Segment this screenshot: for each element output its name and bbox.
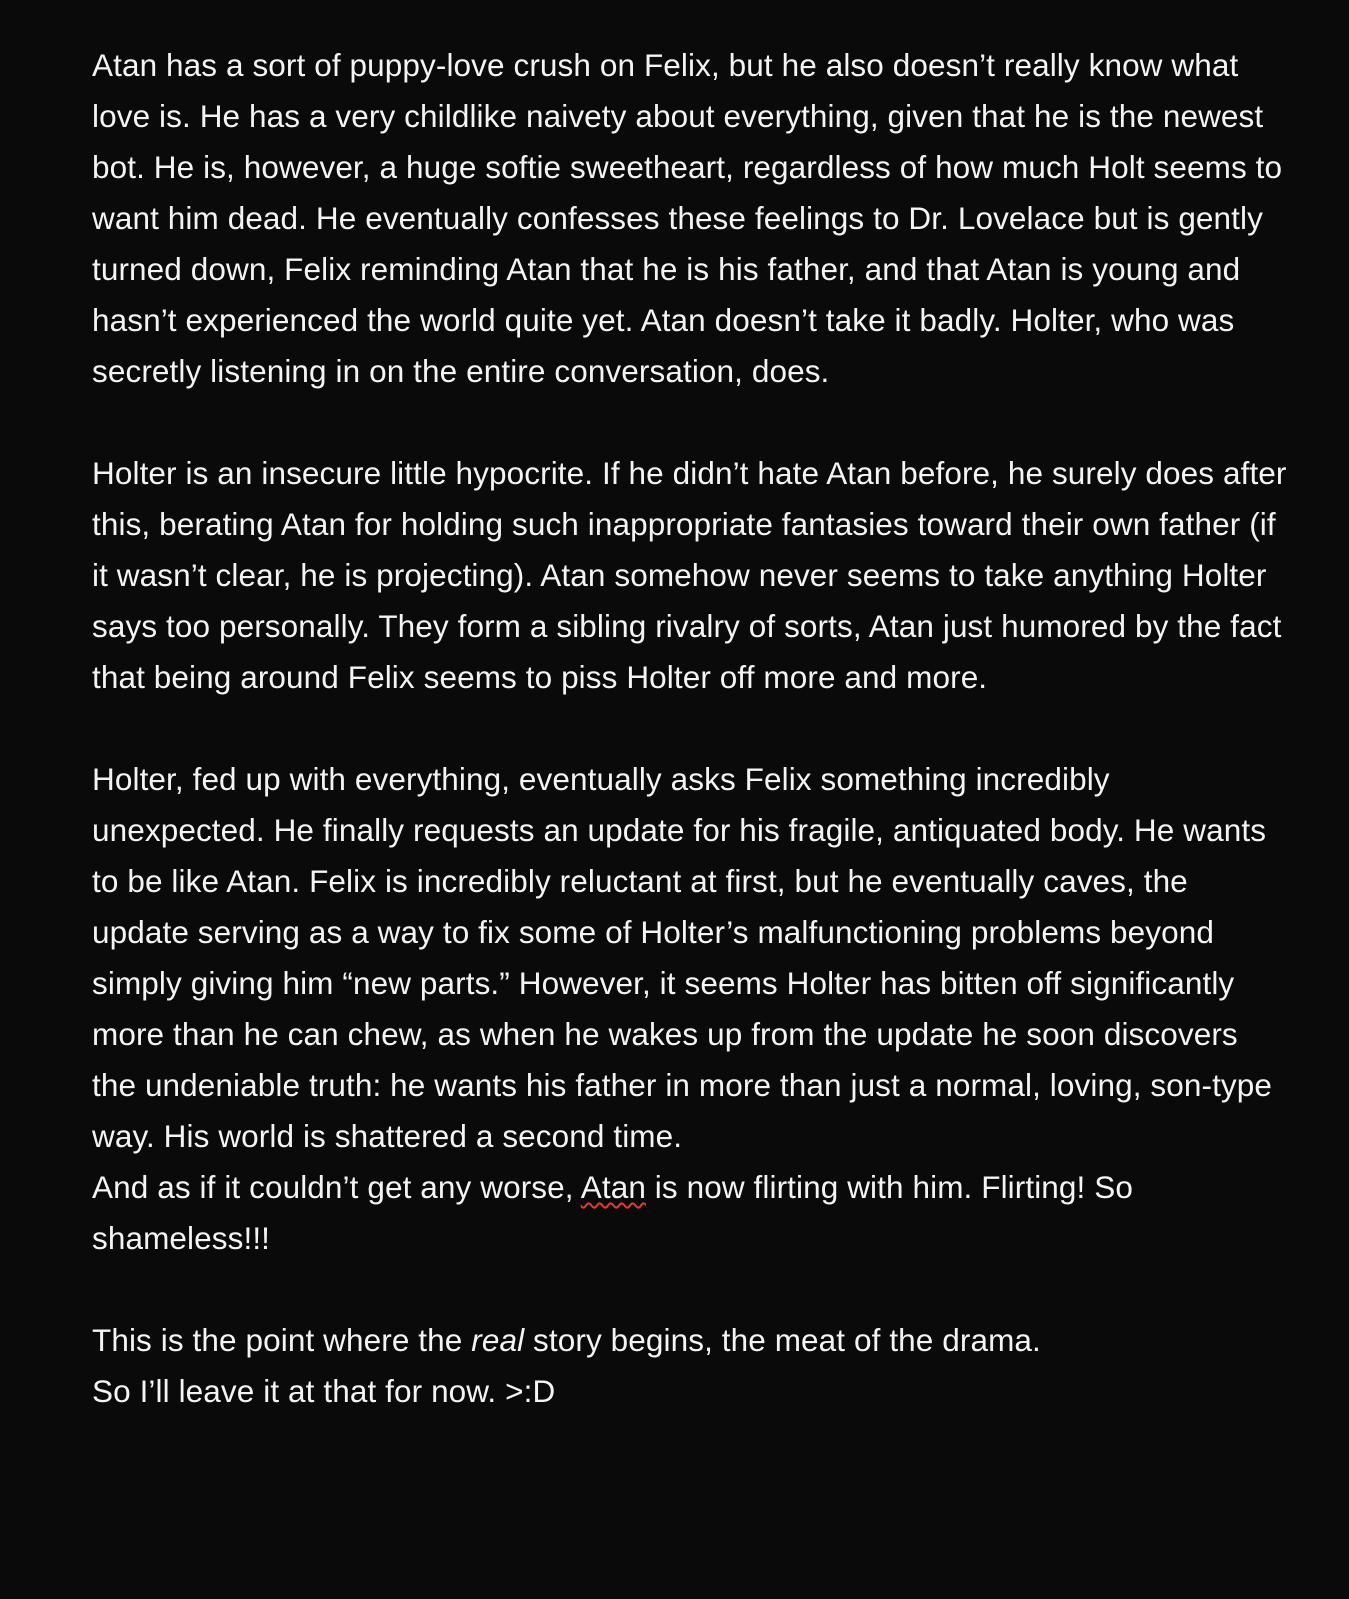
closing-line-two: So I’ll leave it at that for now. >:D — [92, 1373, 556, 1409]
paragraph-text: Holter, fed up with everything, eventually asks Felix something incredibly unexpected. He finally requests an update for his fragile, antiquated body. He wants to be like Atan. Felix is incredibly reluctant at first, but he eventually caves, the update serving as a way to fix some of Holter’s malfunctioning problems beyond simply giving him “new parts.” However, it seems Holter has bitten off significantly more than he can chew, as when he wakes up from the update he soon discovers the undeniable truth: he wants his father in more than just a normal, loving, son-type way. His world is shattered a second time. — [92, 761, 1273, 1154]
emphasized-word: real — [471, 1322, 525, 1358]
paragraph-atan-crush — [92, 40, 1289, 397]
flirting-suffix-text: is now flirting with him. Flirting! So shameless!!! — [92, 1169, 1133, 1256]
flirting-prefix-text: And as if it couldn’t get any worse, — [92, 1169, 581, 1205]
paragraph-holter-hypocrite — [92, 448, 1289, 703]
paragraph-text: Atan has a sort of puppy-love crush on Felix, but he also doesn’t really know what love is. He has a very childlike naivety about everything, given that he is the newest bot. He is, however, a huge softie sweetheart, regardless of how much Holt seems to want him dead. He eventually confesses these feelings to Dr. Lovelace but is gently turned down, Felix reminding Atan that he is his father, and that Atan is young and hasn’t experienced the world quite yet. Atan doesn’t take it badly. Holter, who was secretly listening in on the entire conversation, does. — [92, 47, 1283, 389]
paragraph-text: Holter is an insecure little hypocrite. If he didn’t hate Atan before, he surely does after this, berating Atan for holding such inappropriate fantasies toward their own father (if it wasn’t clear, he is projecting). Atan somehow never seems to take anything Holter says too personally. They form a sibling rivalry of sorts, Atan just humored by the fact that being around Felix seems to piss Holter off more and more. — [92, 455, 1287, 695]
paragraph-holter-update — [92, 754, 1289, 1264]
closing-prefix-text: This is the point where the — [92, 1322, 472, 1358]
misspelled-word: Atan — [580, 1169, 646, 1205]
closing-suffix-text: story begins, the meat of the drama. — [524, 1322, 1041, 1358]
closing-line-one — [92, 1315, 1289, 1366]
paragraph-line-flirting — [92, 1162, 1289, 1264]
paragraph-closing — [92, 1315, 1289, 1417]
